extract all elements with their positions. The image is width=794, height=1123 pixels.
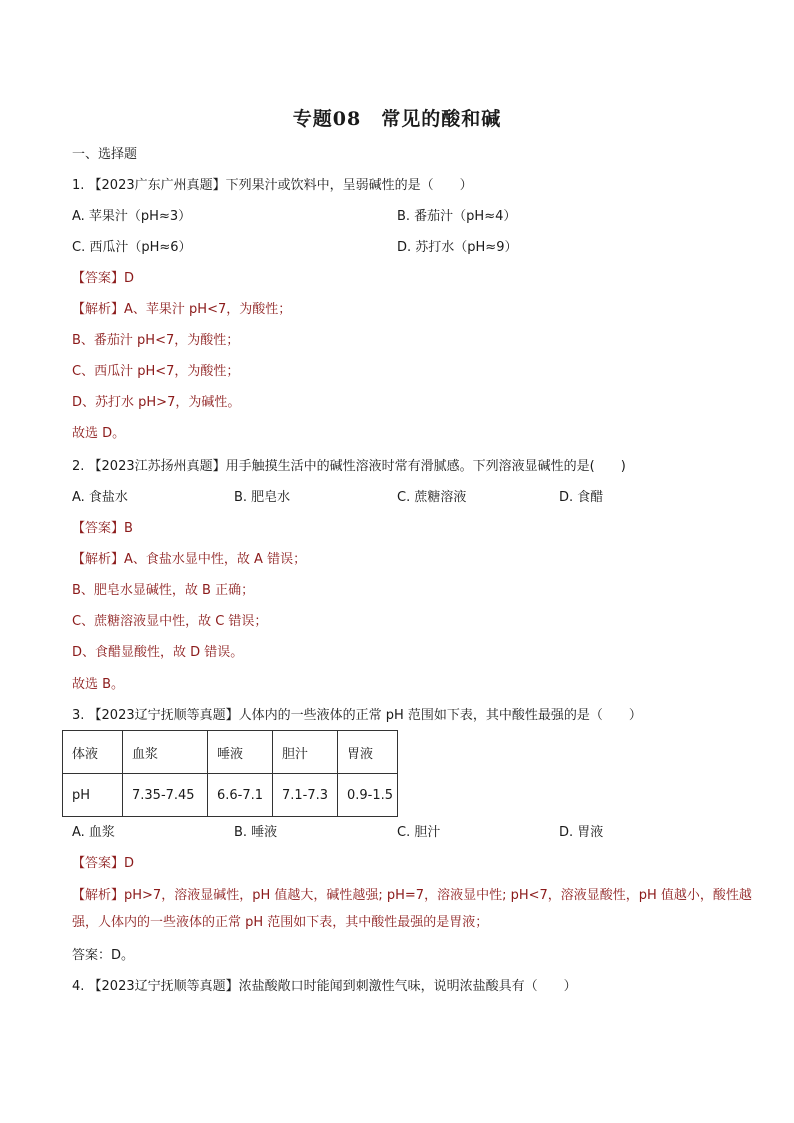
question-1-option-c: C. 西瓜汁（pH≈6） — [72, 240, 192, 255]
question-1-option-b: B. 番茄汁（pH≈4） — [397, 209, 517, 224]
question-3-analysis — [72, 882, 752, 936]
analysis-label: 【解析】 — [72, 302, 125, 317]
analysis-text: A、食盐水显中性，故 A 错误； — [124, 552, 307, 567]
table-cell: pH — [63, 774, 123, 817]
analysis-text: pH>7，溶液显碱性，pH 值越大，碱性越强; pH=7，溶液显中性; pH<7，溶液显酸性，pH 值越小，酸性越强，人体内的一些液体的正常 pH 范围如下表，其中酸性最强的是胃液； — [72, 888, 752, 930]
question-1-analysis-4: D、苏打水 pH>7，为碱性。 — [72, 395, 241, 410]
table-cell: 0.9-1.5 — [338, 774, 398, 817]
question-2-option-b: B. 肥皂水 — [234, 490, 291, 505]
question-1-option-a: A. 苹果汁（pH≈3） — [72, 209, 192, 224]
question-1-analysis-1 — [72, 301, 291, 319]
question-3-option-c: C. 胆汁 — [397, 825, 441, 840]
question-2-answer — [72, 520, 133, 538]
answer-value: D — [124, 856, 135, 871]
analysis-label: 【解析】 — [72, 888, 125, 903]
table-row — [63, 731, 398, 774]
question-3-conclusion: 答案：D。 — [72, 948, 135, 963]
question-4-stem: 4. 【2023辽宁抚顺等真题】浓盐酸敞口时能闻到刺激性气味，说明浓盐酸具有（ ） — [72, 979, 577, 994]
question-1-analysis-2: B、番茄汁 pH<7，为酸性； — [72, 333, 240, 348]
question-3-option-b: B. 唾液 — [234, 825, 278, 840]
analysis-text: A、苹果汁 pH<7，为酸性； — [124, 302, 292, 317]
table-cell: 血浆 — [123, 731, 208, 774]
question-2-stem: 2. 【2023江苏扬州真题】用手触摸生活中的碱性溶液时常有滑腻感。下列溶液显碱性的是( ) — [72, 459, 626, 474]
question-1-analysis-3: C、西瓜汁 pH<7，为酸性； — [72, 364, 240, 379]
question-2-analysis-1 — [72, 551, 306, 569]
analysis-label: 【解析】 — [72, 552, 125, 567]
question-1-answer — [72, 270, 134, 288]
table-cell: 胆汁 — [273, 731, 338, 774]
question-2-conclusion: 故选 B。 — [72, 677, 125, 692]
question-2-analysis-4: D、食醋显酸性，故 D 错误。 — [72, 645, 244, 660]
page-title: 专题08 常见的酸和碱 — [292, 108, 502, 130]
question-2-analysis-2: B、肥皂水显碱性，故 B 正确； — [72, 583, 255, 598]
answer-label: 【答案】 — [72, 271, 125, 286]
answer-label: 【答案】 — [72, 521, 125, 536]
table-cell: 胃液 — [338, 731, 398, 774]
question-3-option-a: A. 血浆 — [72, 825, 115, 840]
question-1-stem: 1. 【2023广东广州真题】下列果汁或饮料中，呈弱碱性的是（ ） — [72, 178, 473, 193]
question-2-analysis-3: C、蔗糖溶液显中性，故 C 错误； — [72, 614, 268, 629]
question-2-option-c: C. 蔗糖溶液 — [397, 490, 467, 505]
table-cell: 7.35-7.45 — [123, 774, 208, 817]
ph-table — [62, 730, 398, 817]
table-cell: 体液 — [63, 731, 123, 774]
question-3-answer — [72, 855, 134, 873]
question-2-option-a: A. 食盐水 — [72, 490, 128, 505]
answer-value: D — [124, 271, 135, 286]
table-row — [63, 774, 398, 817]
section-heading: 一、选择题 — [72, 147, 138, 162]
question-1-conclusion: 故选 D。 — [72, 426, 126, 441]
table-cell: 6.6-7.1 — [208, 774, 273, 817]
question-1-option-d: D. 苏打水（pH≈9） — [397, 240, 518, 255]
question-3-option-d: D. 胃液 — [559, 825, 604, 840]
answer-value: B — [124, 521, 133, 536]
answer-label: 【答案】 — [72, 856, 125, 871]
table-cell: 唾液 — [208, 731, 273, 774]
table-cell: 7.1-7.3 — [273, 774, 338, 817]
question-3-stem: 3. 【2023辽宁抚顺等真题】人体内的一些液体的正常 pH 范围如下表，其中酸性最强的是（ ） — [72, 708, 642, 723]
question-2-option-d: D. 食醋 — [559, 490, 604, 505]
